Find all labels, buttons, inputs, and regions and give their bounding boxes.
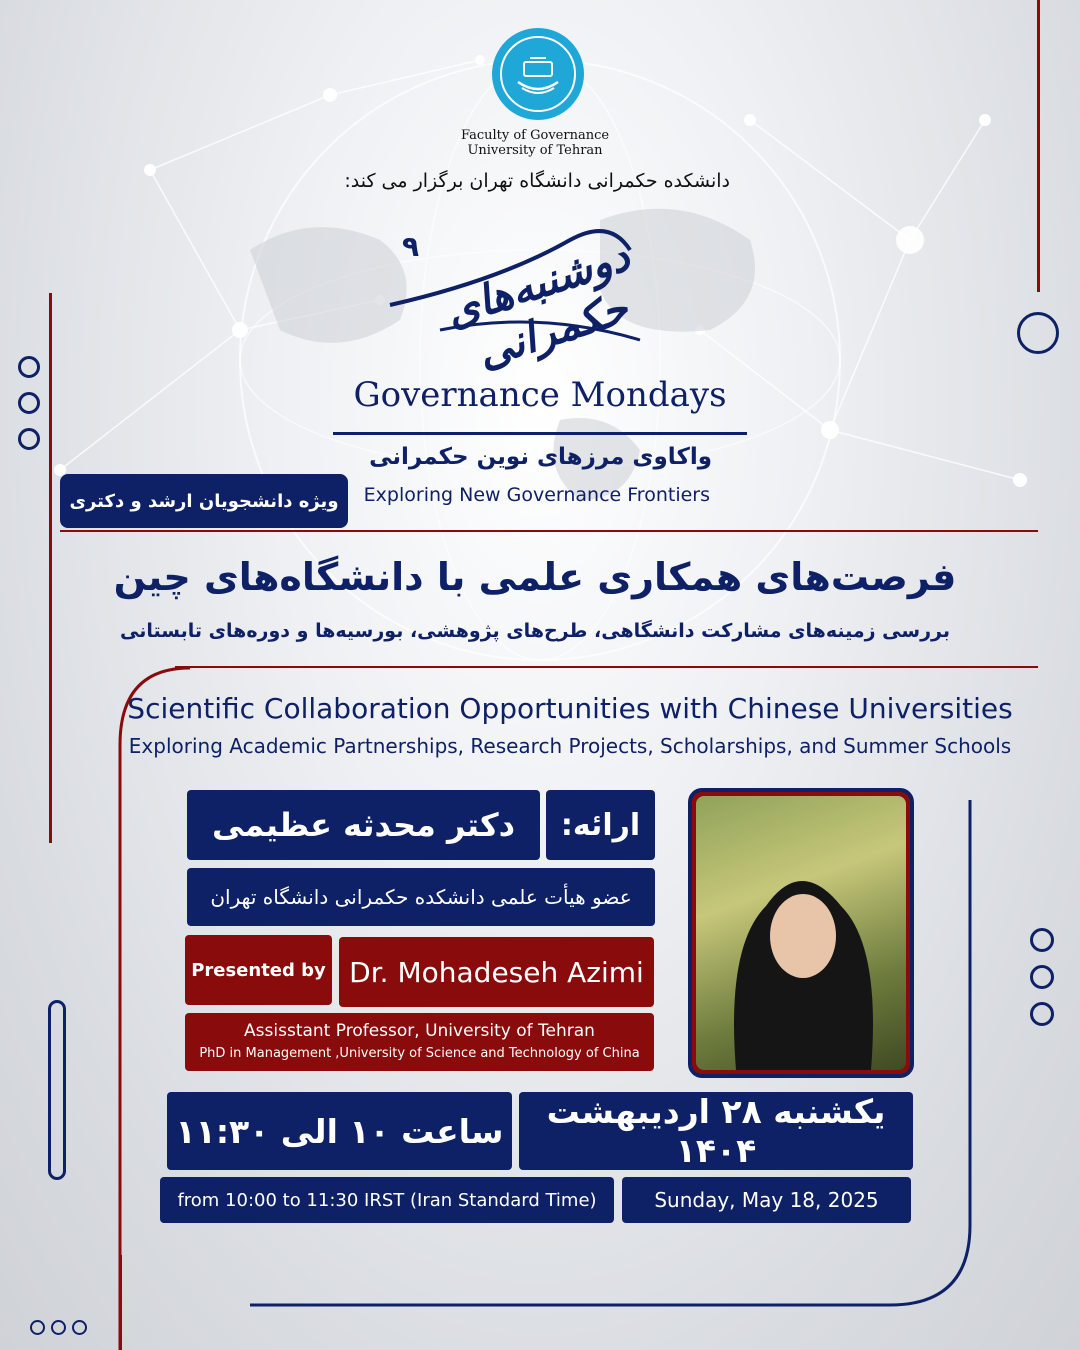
presenter-role-en-line2: PhD in Management ,University of Science and Technology of China bbox=[199, 1046, 640, 1061]
series-calligraphy-text: دوشنبه‌های حکمرانی bbox=[439, 231, 636, 378]
presenter-photo-icon bbox=[696, 796, 906, 1070]
presenter-label-fa: ارائه: bbox=[546, 790, 655, 860]
talk-subtitle-en: Exploring Academic Partnerships, Research Projects, Scholarships, and Summer Schools bbox=[128, 734, 1012, 758]
series-theme-fa: واکاوی مرزهای نوین حکمرانی bbox=[369, 444, 712, 470]
presenter-role-en-line1: Assisstant Professor, University of Tehran bbox=[244, 1021, 595, 1041]
event-date-fa: یکشنبه ۲۸ اردیبهشت ۱۴۰۴ bbox=[519, 1092, 913, 1170]
series-divider bbox=[333, 432, 747, 435]
ring-ornament-icon bbox=[1030, 1002, 1054, 1026]
university-of-tehran-logo-icon bbox=[492, 28, 584, 120]
presenter-role-fa: عضو هیأت علمی دانشکده حکمرانی دانشگاه تهران bbox=[187, 868, 655, 926]
event-time-en: from 10:00 to 11:30 IRST (Iran Standard Time) bbox=[160, 1177, 614, 1223]
presenter-name-fa: دکتر محدثه عظیمی bbox=[187, 790, 540, 860]
event-time-fa: ساعت ۱۰ الی ۱۱:۳۰ bbox=[167, 1092, 512, 1170]
ring-ornament-icon bbox=[18, 356, 40, 378]
talk-title-en: Scientific Collaboration Opportunities with Chinese Universities bbox=[127, 692, 1013, 725]
ring-ornament-icon bbox=[1030, 965, 1054, 989]
frame-pill-left bbox=[48, 1000, 66, 1180]
audience-badge: ویژه دانشجویان ارشد و دکتری bbox=[60, 474, 348, 528]
ring-ornament-icon bbox=[18, 392, 40, 414]
ring-ornament-icon bbox=[1030, 928, 1054, 952]
ring-ornament-icon bbox=[1017, 312, 1059, 354]
ring-ornament-icon bbox=[30, 1320, 45, 1335]
presenter-name-en: Dr. Mohadeseh Azimi bbox=[339, 937, 654, 1007]
faculty-name-en-line2: University of Tehran bbox=[467, 143, 603, 158]
presenter-role-en bbox=[185, 1013, 654, 1071]
ring-ornament-icon bbox=[51, 1320, 66, 1335]
series-number: ۹ bbox=[402, 230, 420, 263]
organizer-tagline: دانشکده حکمرانی دانشگاه تهران برگزار می کند: bbox=[344, 170, 730, 192]
ring-ornament-icon bbox=[18, 428, 40, 450]
series-name-en: Governance Mondays bbox=[353, 375, 727, 415]
presented-by-label: Presented by bbox=[185, 935, 332, 1005]
event-date-en: Sunday, May 18, 2025 bbox=[622, 1177, 911, 1223]
ring-ornament-icon bbox=[72, 1320, 87, 1335]
presenter-photo-frame bbox=[688, 788, 914, 1078]
talk-subtitle-fa: بررسی زمینه‌های مشارکت دانشگاهی، طرح‌های پژوهشی، بورسیه‌ها و دوره‌های تابستانی bbox=[120, 620, 950, 642]
series-theme-en: Exploring New Governance Frontiers bbox=[363, 484, 710, 506]
series-calligraphy-title bbox=[380, 210, 710, 378]
talk-title-fa: فرصت‌های همکاری علمی با دانشگاه‌های چین bbox=[113, 555, 957, 599]
faculty-name-en-line1: Faculty of Governance bbox=[460, 128, 610, 143]
